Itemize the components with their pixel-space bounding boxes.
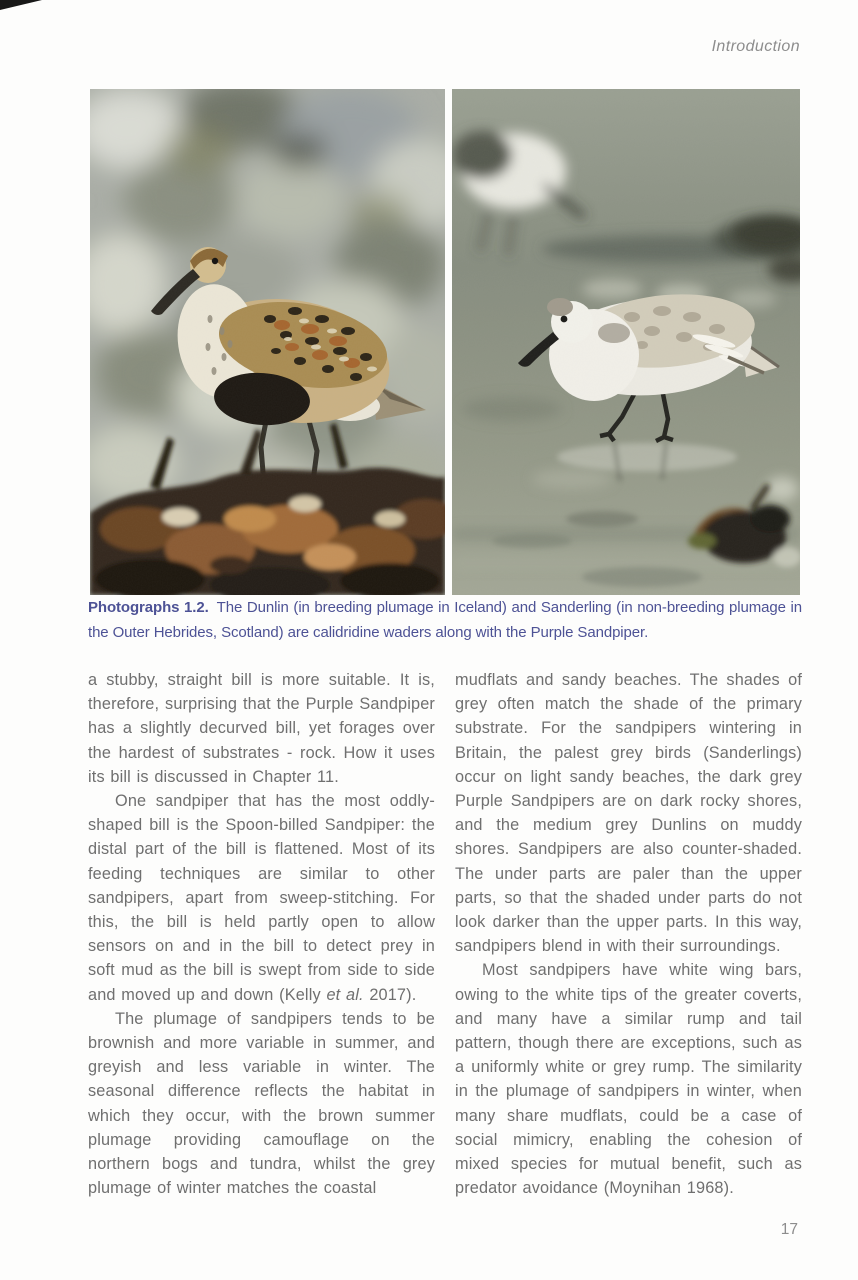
scan-corner-artifact — [0, 0, 42, 10]
dunlin-photo-image — [90, 89, 445, 595]
caption-label: Photographs 1.2. — [88, 599, 209, 616]
paragraph-text: 2017). — [363, 985, 417, 1004]
photo-caption — [88, 596, 802, 645]
paragraph: a stubby, straight bill is more suitable. It is, therefore, surprising that the Purple Sandpiper has a slightly decurved bill, yet forages over the hardest of substrates - rock. How it uses its bill is discussed in Chapter 11. — [88, 671, 435, 786]
paragraph-text: One sandpiper that has the most oddly-shaped bill is the Spoon-billed Sandpiper: the distal part of the bill is flattened. Most of its feeding techniques are similar to other sandpipers, apart from sweep-stitching. For this, the bill is held partly open to allow sensors on and in the bill to detect prey in soft mud as the bill is swept from side to side and moved up and down (Kelly — [88, 792, 435, 1004]
paragraph — [88, 789, 435, 1007]
left-column — [88, 668, 435, 1200]
caption-text: The Dunlin (in breeding plumage in Iceland) and Sanderling (in non-breeding plumage in the Outer Hebrides, Scotland) are calidridine waders along with the Purple Sandpiper. — [88, 599, 802, 641]
sanderling-photo-image — [452, 89, 800, 595]
photographs-1-2 — [90, 89, 800, 595]
paragraph: Most sandpipers have white wing bars, owing to the white tips of the greater coverts, and many have a similar rump and tail pattern, though there are exceptions, such as a uniformly white or grey rump. The similarity in the plumage of sandpipers in winter, when many share mudflats, could be a case of social mimicry, enabling the cohesion of mixed species for mutual benefit, such as predator avoidance (Moynihan 1968). — [455, 961, 802, 1198]
page-number: 17 — [780, 1221, 798, 1238]
paragraph: The plumage of sandpipers tends to be brownish and more variable in summer, and greyish and less variable in winter. The seasonal difference reflects the habitat in which they occur, with the brown summer plumage providing camouflage on the northern bogs and tundra, whilst the grey plumage of winter matches the coastal — [88, 1009, 435, 1198]
running-header: Introduction — [711, 38, 800, 55]
sanderling-photo — [452, 89, 800, 595]
body-text — [88, 668, 802, 1200]
paragraph: mudflats and sandy beaches. The shades of grey often match the shade of the primary substrate. For the sandpipers wintering in Britain, the palest grey birds (Sanderlings) occur on light sandy beaches, the dark grey Purple Sandpipers are on dark rocky shores, and the medium grey Dunlins on muddy shores. Sandpipers are also counter-shaded. The under parts are paler than the upper parts, so that the shaded under parts do not look darker than the upper parts. In this way, sandpipers blend in with their surroundings. — [455, 671, 802, 956]
dunlin-photo — [90, 89, 445, 595]
right-column — [455, 668, 802, 1200]
et-al-citation: et al. — [326, 985, 364, 1004]
